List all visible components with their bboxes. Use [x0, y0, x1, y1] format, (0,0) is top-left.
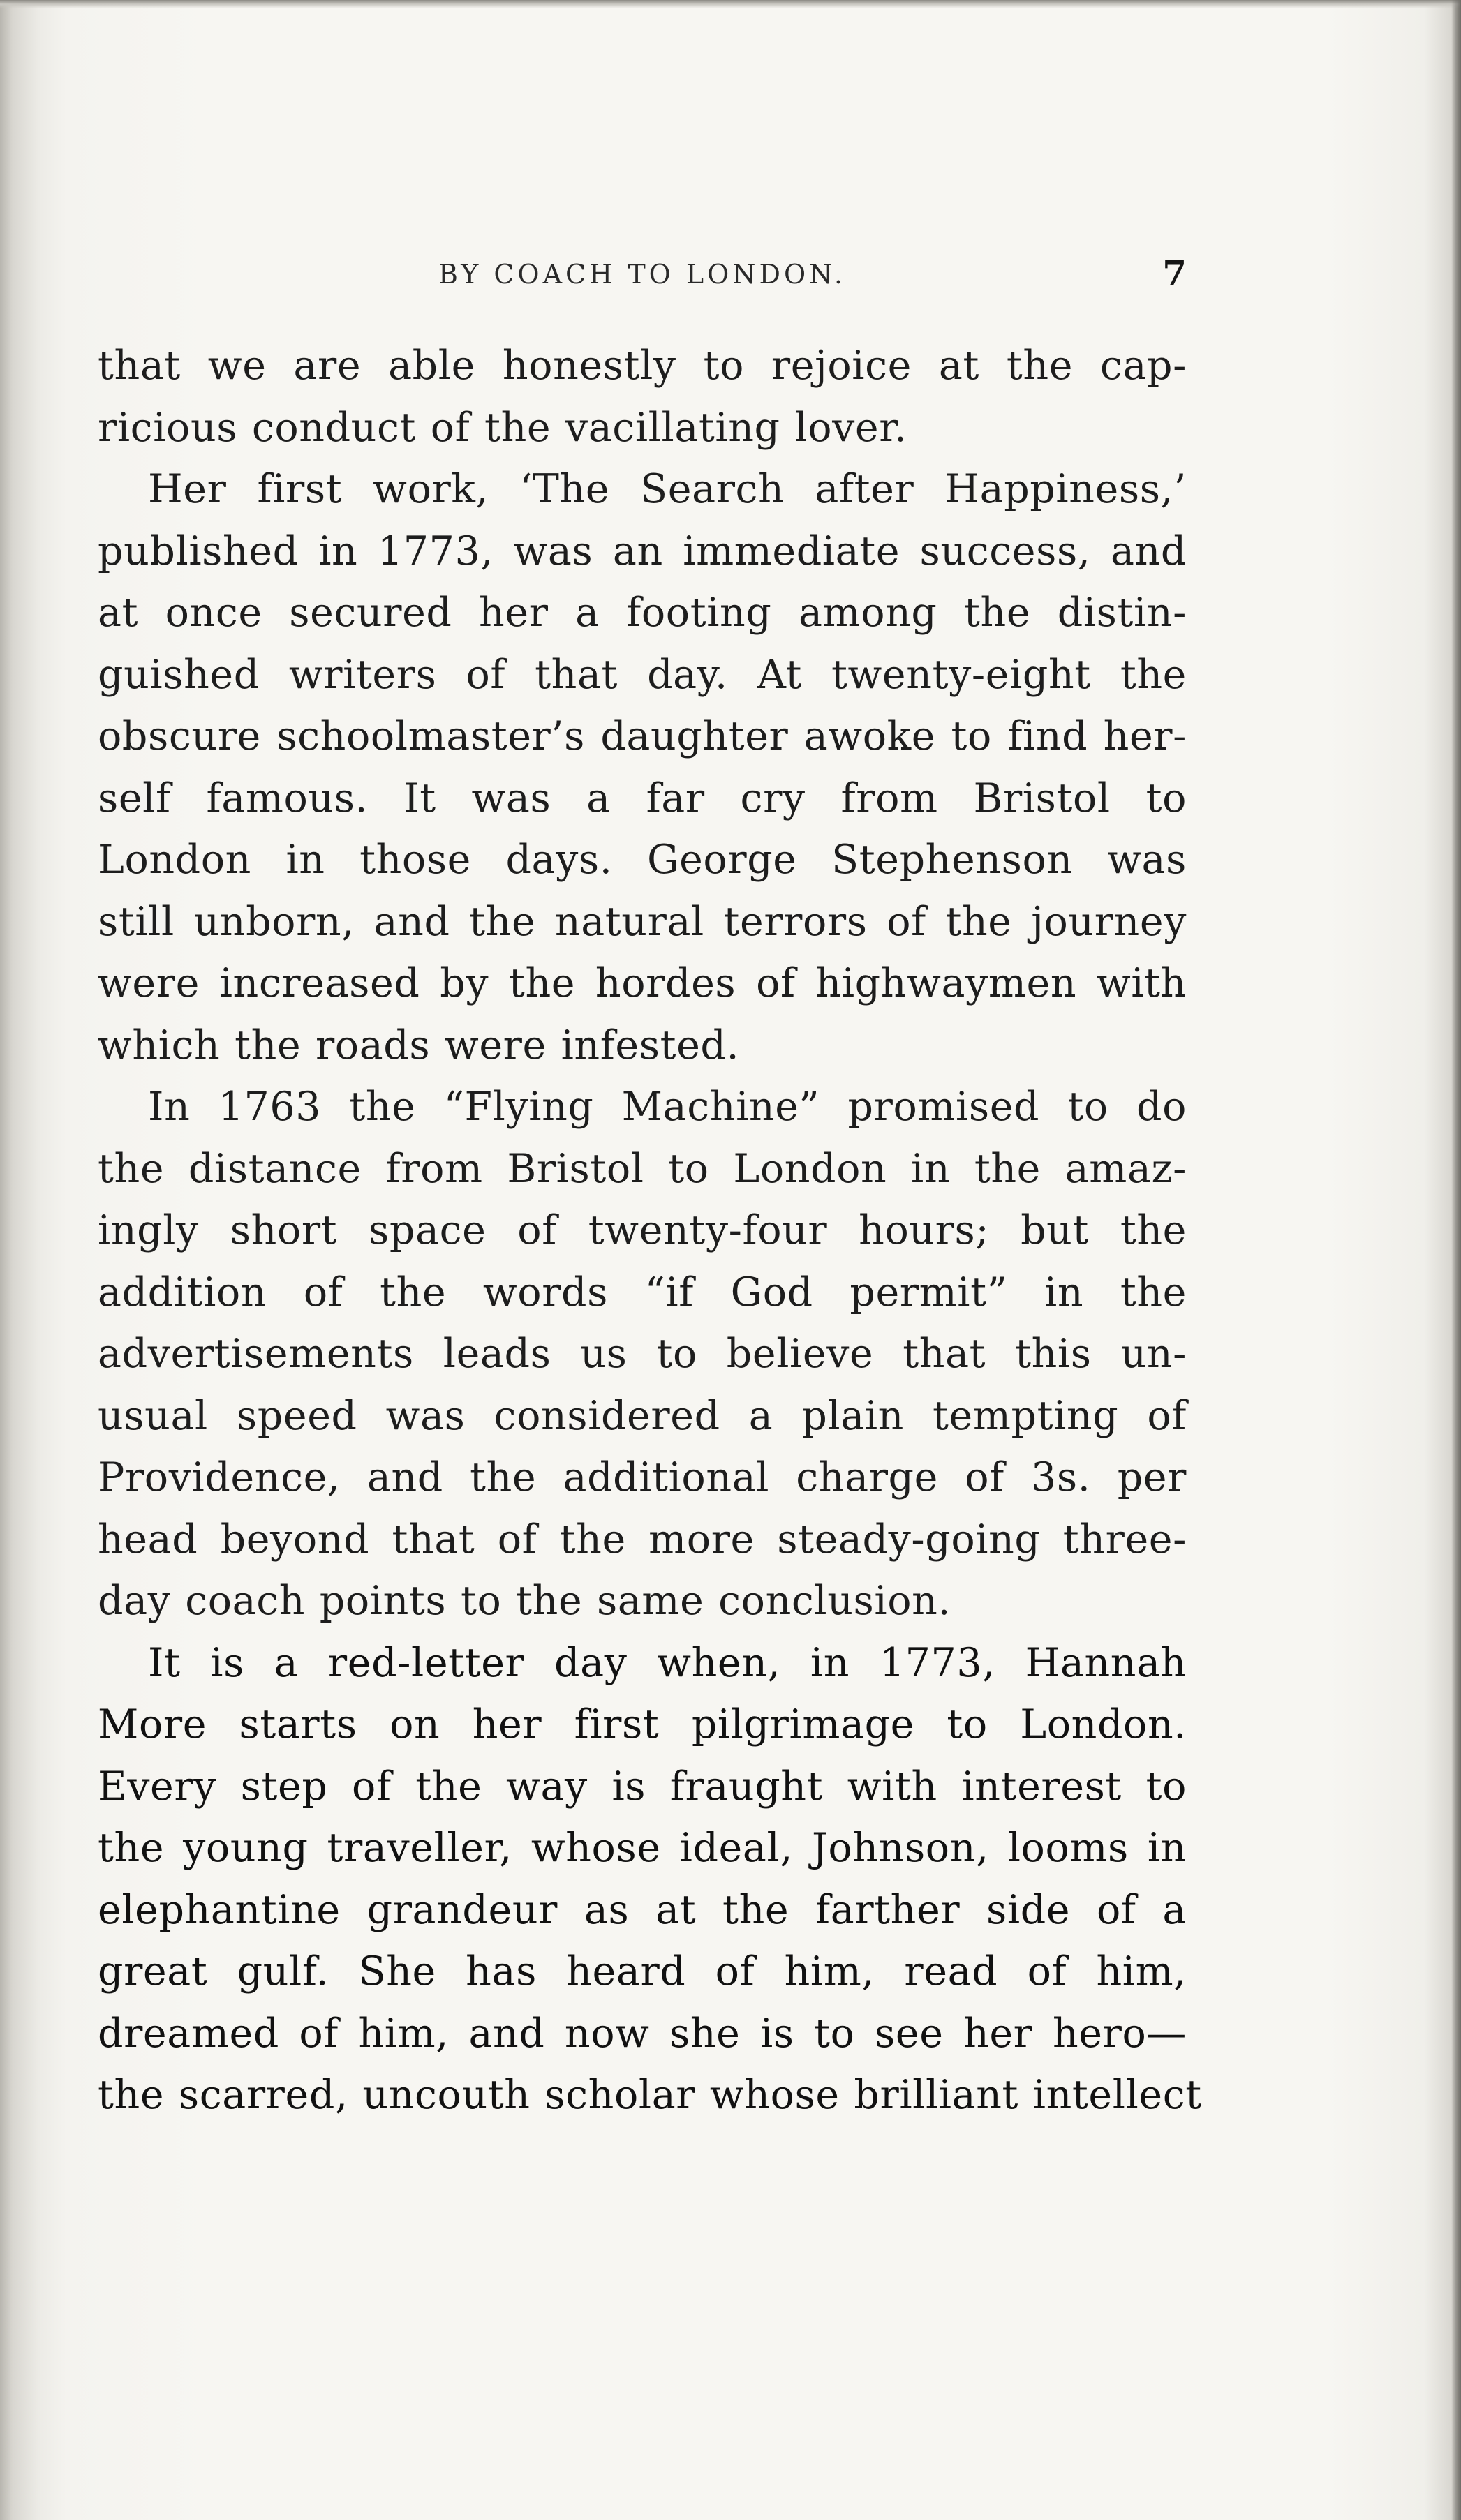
text-line: great gulf. She has heard of him, read of him, [98, 1948, 1187, 1995]
paragraph-2 [98, 458, 1187, 1076]
text-line: More starts on her first pilgrimage to London. [98, 1701, 1187, 1747]
text-line: ingly short space of twenty-four hours; but the [98, 1207, 1187, 1253]
text-line: In 1763 the “Flying Machine” promised to do [148, 1084, 1187, 1130]
text-line: Her first work, ‘The Search after Happiness,’ [148, 466, 1187, 512]
page-top-edge [0, 0, 1461, 8]
page-header [98, 250, 1187, 299]
text-line: day coach points to the same conclusion. [98, 1578, 951, 1624]
page-number: 7 [1162, 253, 1187, 294]
text-line: It is a red-letter day when, in 1773, Hannah [148, 1639, 1187, 1686]
text-line: published in 1773, was an immediate success, and [98, 528, 1187, 574]
text-line: addition of the words “if God permit” in the [98, 1269, 1187, 1315]
paragraph-3 [98, 1076, 1187, 1632]
text-line: advertisements leads us to believe that this un- [98, 1331, 1187, 1377]
text-line: were increased by the hordes of highwaymen with [98, 960, 1187, 1006]
text-line: Every step of the way is fraught with interest to [98, 1763, 1187, 1810]
text-line: the young traveller, whose ideal, Johnson, looms in [98, 1825, 1187, 1871]
text-line: at once secured her a footing among the distin- [98, 590, 1187, 636]
text-line: dreamed of him, and now she is to see her hero— [98, 2010, 1187, 2057]
text-line: ricious conduct of the vacillating lover. [98, 404, 907, 451]
text-line: London in those days. George Stephenson was [98, 837, 1187, 883]
text-line: which the roads were infested. [98, 1022, 740, 1068]
body-text [98, 335, 1202, 2126]
text-line: Providence, and the additional charge of 3s. per [98, 1454, 1187, 1500]
text-line: still unborn, and the natural terrors of the journey [98, 898, 1187, 945]
running-head: BY COACH TO LONDON. [438, 259, 847, 290]
text-line: usual speed was considered a plain tempting of [98, 1392, 1187, 1439]
page-right-shadow [1451, 0, 1461, 2520]
text-line: head beyond that of the more steady-going three- [98, 1516, 1187, 1563]
text-line: that we are able honestly to rejoice at the cap- [98, 343, 1187, 389]
paragraph-4 [98, 1632, 1202, 2126]
text-line: self famous. It was a far cry from Bristol to [98, 775, 1187, 821]
text-line: the scarred, uncouth scholar whose brilliant intellect [98, 2072, 1202, 2118]
text-line: obscure schoolmaster’s daughter awoke to find her- [98, 713, 1187, 759]
paragraph-1 [98, 335, 1187, 458]
text-line: the distance from Bristol to London in the amaz- [98, 1145, 1187, 1192]
text-line: elephantine grandeur as at the farther side of a [98, 1886, 1187, 1933]
text-line: guished writers of that day. At twenty-eight the [98, 651, 1187, 698]
